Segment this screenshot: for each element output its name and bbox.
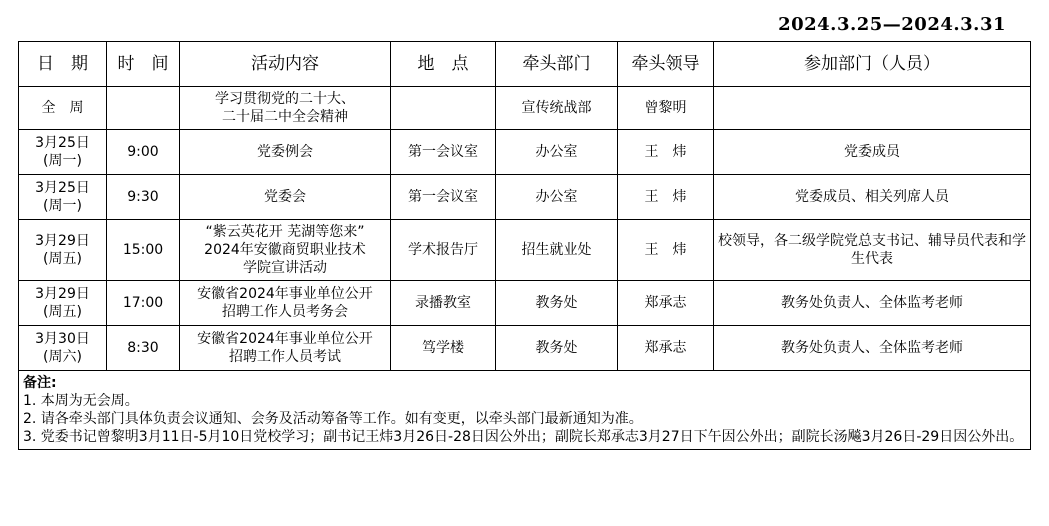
cell-date-line: 3月25日	[35, 135, 90, 151]
cell-content-line: 学习贯彻党的二十大、	[215, 91, 355, 107]
header-dept: 牵头部门	[496, 42, 618, 87]
cell-leader	[618, 87, 714, 130]
cell-participants	[714, 220, 1031, 281]
cell-content-line: 招聘工作人员考务会	[222, 304, 348, 320]
cell-content	[180, 281, 391, 326]
cell-participants	[714, 130, 1031, 175]
cell-participants-line: 党委成员、相关列席人员	[795, 189, 949, 205]
cell-leader-line: 郑承志	[644, 340, 687, 356]
cell-date-line: 3月29日	[35, 233, 90, 249]
cell-dept-line: 教务处	[535, 295, 578, 311]
cell-place	[391, 87, 496, 130]
note-item-1: 1. 本周为无会周。	[23, 393, 139, 409]
cell-date-line: (周一)	[43, 153, 82, 169]
cell-date-line: 3月30日	[35, 331, 90, 347]
cell-place	[391, 326, 496, 371]
cell-content-line: 二十届二中全会精神	[222, 109, 348, 125]
cell-place-line: 第一会议室	[408, 144, 478, 160]
header-participants: 参加部门（人员）	[714, 42, 1031, 87]
cell-time	[107, 220, 180, 281]
cell-leader	[618, 130, 714, 175]
cell-content-line: 安徽省2024年事业单位公开	[197, 286, 373, 302]
cell-time	[107, 87, 180, 130]
cell-participants	[714, 87, 1031, 130]
header-time: 时 间	[107, 42, 180, 87]
cell-dept-line: 办公室	[535, 144, 578, 160]
notes-row	[19, 371, 1031, 450]
cell-dept-line: 宣传统战部	[521, 100, 592, 116]
cell-dept	[496, 87, 618, 130]
cell-time	[107, 175, 180, 220]
cell-place	[391, 175, 496, 220]
cell-time-line: 9:30	[127, 189, 159, 205]
cell-date	[19, 130, 107, 175]
cell-leader	[618, 175, 714, 220]
notes-cell	[19, 371, 1031, 450]
table-row	[19, 220, 1031, 281]
cell-participants	[714, 281, 1031, 326]
cell-place	[391, 281, 496, 326]
cell-content	[180, 326, 391, 371]
date-range: 2024.3.25—2024.3.31	[778, 14, 1006, 35]
cell-place	[391, 220, 496, 281]
cell-participants-line: 教务处负责人、全体监考老师	[781, 295, 963, 311]
cell-leader	[618, 220, 714, 281]
cell-place-line: 第一会议室	[408, 189, 478, 205]
cell-leader-line: 王 炜	[644, 144, 687, 160]
cell-date-line: (周五)	[43, 304, 82, 320]
cell-dept	[496, 175, 618, 220]
cell-time	[107, 130, 180, 175]
cell-content	[180, 220, 391, 281]
table-row	[19, 281, 1031, 326]
cell-content-line: “紫云英花开 芜湖等您来”	[205, 224, 365, 240]
cell-participants	[714, 326, 1031, 371]
header-leader: 牵头领导	[618, 42, 714, 87]
cell-content	[180, 130, 391, 175]
cell-participants	[714, 175, 1031, 220]
table-row	[19, 87, 1031, 130]
cell-date-line: 全 周	[41, 100, 84, 116]
cell-leader-line: 曾黎明	[644, 100, 687, 116]
header-place: 地 点	[391, 42, 496, 87]
cell-participants-line: 党委成员	[844, 144, 900, 160]
header-date: 日 期	[19, 42, 107, 87]
cell-leader-line: 王 炜	[644, 242, 687, 258]
table-row	[19, 175, 1031, 220]
cell-leader	[618, 281, 714, 326]
cell-time-line: 17:00	[122, 295, 164, 311]
cell-dept-line: 办公室	[535, 189, 578, 205]
table-row	[19, 326, 1031, 371]
cell-date-line: (周一)	[43, 198, 82, 214]
cell-place-line: 笃学楼	[422, 340, 464, 356]
cell-time	[107, 281, 180, 326]
schedule-table	[18, 41, 1031, 450]
cell-leader-line: 郑承志	[644, 295, 687, 311]
cell-date-line: 3月25日	[35, 180, 90, 196]
cell-time-line: 15:00	[122, 242, 164, 258]
cell-place	[391, 130, 496, 175]
header-row	[19, 42, 1031, 87]
cell-place-line: 录播教室	[415, 295, 471, 311]
cell-time	[107, 326, 180, 371]
cell-date-line: 3月29日	[35, 286, 90, 302]
cell-participants-line: 教务处负责人、全体监考老师	[781, 340, 963, 356]
cell-content	[180, 87, 391, 130]
cell-content-line: 学院宣讲活动	[243, 260, 327, 276]
cell-participants-line: 校领导，各二级学院党总支书记、辅导员代表和学生代表	[718, 233, 1026, 267]
cell-date-line: (周六)	[43, 349, 82, 365]
header-content: 活动内容	[180, 42, 391, 87]
cell-dept	[496, 281, 618, 326]
note-item-3: 3. 党委书记曾黎明3月11日-5月10日党校学习；副书记王炜3月26日-28日因公外出；副院长郑承志3月27日下午因公外出；副院长汤飚3月26日-29日因公外出。	[23, 429, 1024, 445]
cell-content-line: 安徽省2024年事业单位公开	[197, 331, 373, 347]
cell-date	[19, 281, 107, 326]
table-row	[19, 130, 1031, 175]
note-item-2: 2. 请各牵头部门具体负责会议通知、会务及活动筹备等工作。如有变更，以牵头部门最新通知为准。	[23, 411, 643, 427]
cell-dept	[496, 220, 618, 281]
cell-leader-line: 王 炜	[644, 189, 687, 205]
cell-date	[19, 175, 107, 220]
cell-place-line: 学术报告厅	[408, 242, 478, 258]
cell-dept-line: 招生就业处	[521, 242, 592, 258]
cell-content-line: 2024年安徽商贸职业技术	[204, 242, 366, 258]
cell-dept	[496, 130, 618, 175]
cell-content	[180, 175, 391, 220]
cell-dept	[496, 326, 618, 371]
cell-time-line: 9:00	[127, 144, 159, 160]
cell-date-line: (周五)	[43, 251, 82, 267]
cell-date	[19, 326, 107, 371]
notes-title: 备注:	[23, 375, 57, 391]
cell-date	[19, 87, 107, 130]
cell-dept-line: 教务处	[535, 340, 578, 356]
cell-content-line: 党委例会	[257, 144, 313, 160]
cell-content-line: 党委会	[264, 189, 306, 205]
cell-leader	[618, 326, 714, 371]
cell-date	[19, 220, 107, 281]
cell-content-line: 招聘工作人员考试	[229, 349, 341, 365]
cell-time-line: 8:30	[127, 340, 159, 356]
